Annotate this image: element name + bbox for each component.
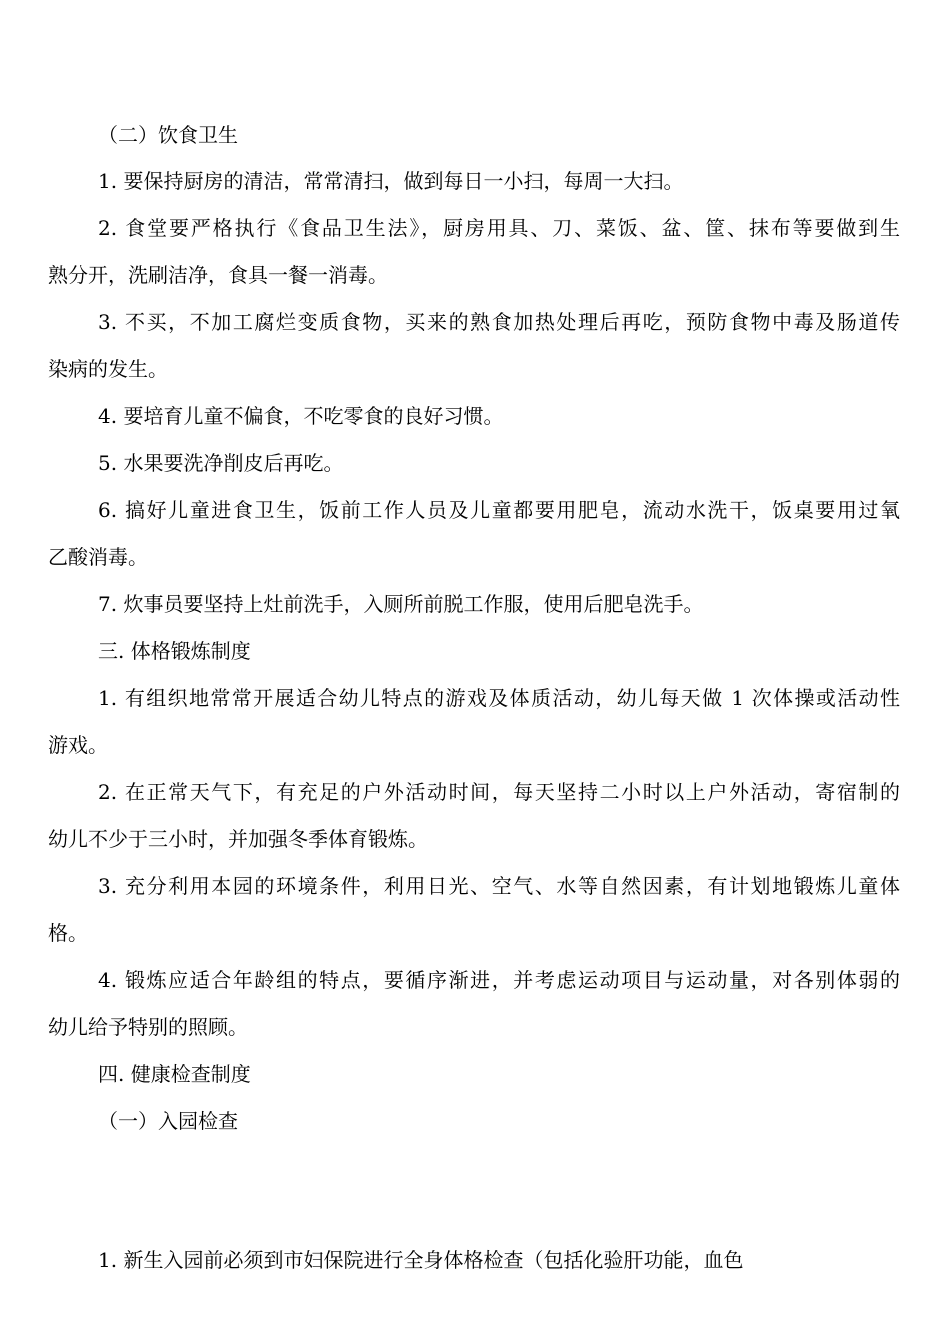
paragraph-line: 2. 食堂要严格执行《食品卫生法》，厨房用具、刀、菜饭、盆、筐、抹布等要做到生 [98, 216, 900, 240]
paragraph-line: 4. 锻炼应适合年龄组的特点，要循序渐进，并考虑运动项目与运动量，对各别体弱的 [98, 968, 900, 992]
paragraph-line: 7. 炊事员要坚持上灶前洗手，入厕所前脱工作服，使用后肥皂洗手。 [98, 592, 704, 616]
paragraph-line: 幼儿给予特别的照顾。 [48, 1015, 248, 1039]
paragraph-line: 3. 充分利用本园的环境条件，利用日光、空气、水等自然因素，有计划地锻炼儿童体 [98, 874, 900, 898]
paragraph-line: 游戏。 [48, 733, 108, 757]
section-heading-physical-exercise: 三. 体格锻炼制度 [98, 639, 251, 663]
paragraph-line: 熟分开，洗刷洁净，食具一餐一消毒。 [48, 263, 388, 287]
paragraph-line: 2. 在正常天气下，有充足的户外活动时间，每天坚持二小时以上户外活动，寄宿制的 [98, 780, 900, 804]
section-heading-health-check: 四. 健康检查制度 [98, 1062, 251, 1086]
paragraph-line: 6. 搞好儿童进食卫生，饭前工作人员及儿童都要用肥皂，流动水洗干，饭桌要用过氧 [98, 498, 900, 522]
paragraph-line: 乙酸消毒。 [48, 545, 148, 569]
paragraph-line: 1. 要保持厨房的清洁，常常清扫，做到每日一小扫，每周一大扫。 [98, 169, 684, 193]
paragraph-line: 1. 新生入园前必须到市妇保院进行全身体格检查（包括化验肝功能，血色 [98, 1248, 744, 1272]
section-heading-diet-hygiene: （二）饮食卫生 [98, 123, 238, 147]
subsection-heading-admission-check: （一）入园检查 [98, 1109, 238, 1133]
paragraph-line: 4. 要培育儿童不偏食，不吃零食的良好习惯。 [98, 404, 504, 428]
paragraph-line: 3. 不买，不加工腐烂变质食物，买来的熟食加热处理后再吃，预防食物中毒及肠道传 [98, 310, 900, 334]
paragraph-line: 1. 有组织地常常开展适合幼儿特点的游戏及体质活动，幼儿每天做 1 次体操或活动性 [98, 686, 900, 710]
paragraph-line: 幼儿不少于三小时，并加强冬季体育锻炼。 [48, 827, 428, 851]
paragraph-line: 染病的发生。 [48, 357, 168, 381]
paragraph-line: 5. 水果要洗净削皮后再吃。 [98, 451, 344, 475]
paragraph-line: 格。 [48, 921, 88, 945]
